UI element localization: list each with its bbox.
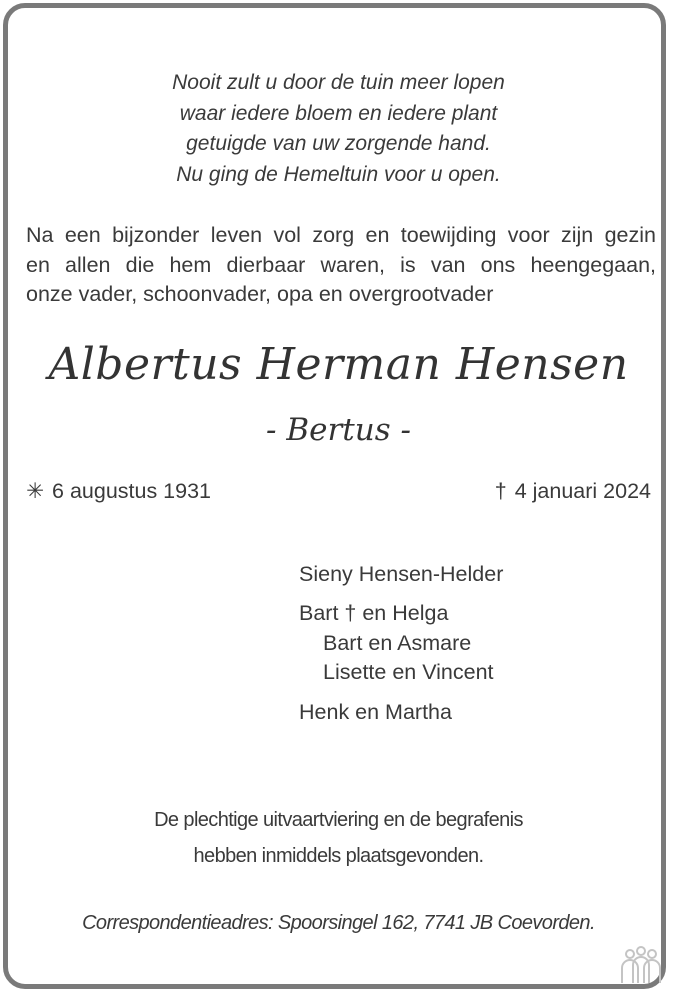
poem (0, 68, 677, 190)
deceased-nickname: - Bertus - (266, 412, 411, 448)
ceremony-notice (0, 802, 677, 874)
intro-line: en allen die hem dierbaar waren, is van ons heengegaan, (26, 252, 656, 277)
family-member: Bart † en Helga (299, 601, 449, 625)
birth-star-icon: ✳ (26, 479, 45, 503)
family-grandchild: Bart en Asmare (323, 631, 472, 655)
intro-text (26, 221, 656, 310)
poem-line: Nooit zult u door de tuin meer lopen (172, 71, 505, 94)
ceremony-line: De plechtige uitvaartviering en de begrafenis (154, 809, 523, 831)
deceased-name: Albertus Herman Hensen (48, 339, 629, 390)
intro-line: Na een bijzonder leven vol zorg en toewijding voor zijn gezin (26, 223, 656, 247)
birth-date-text: 6 augustus 1931 (52, 479, 212, 503)
poem-line: Nu ging de Hemeltuin voor u open. (176, 162, 501, 186)
birth-date (26, 476, 211, 506)
poem-line: waar iedere bloem en iedere plant (179, 101, 498, 125)
death-date (495, 476, 651, 506)
ceremony-line: hebben inmiddels plaatsgevonden. (193, 845, 484, 867)
people-group-icon (617, 946, 665, 984)
family-grandchild: Lisette en Vincent (323, 660, 494, 684)
intro-line: onze vader, schoonvader, opa en overgrootvader (26, 282, 494, 306)
family-member: Henk en Martha (299, 700, 452, 724)
death-date-text: 4 januari 2024 (514, 479, 651, 503)
family-member: Sieny Hensen-Helder (299, 562, 504, 586)
poem-line: getuigde van uw zorgende hand. (186, 132, 491, 155)
correspondence-address: Correspondentieadres: Spoorsingel 162, 7741 JB Coevorden. (82, 912, 595, 934)
death-cross-icon: † (494, 479, 507, 503)
